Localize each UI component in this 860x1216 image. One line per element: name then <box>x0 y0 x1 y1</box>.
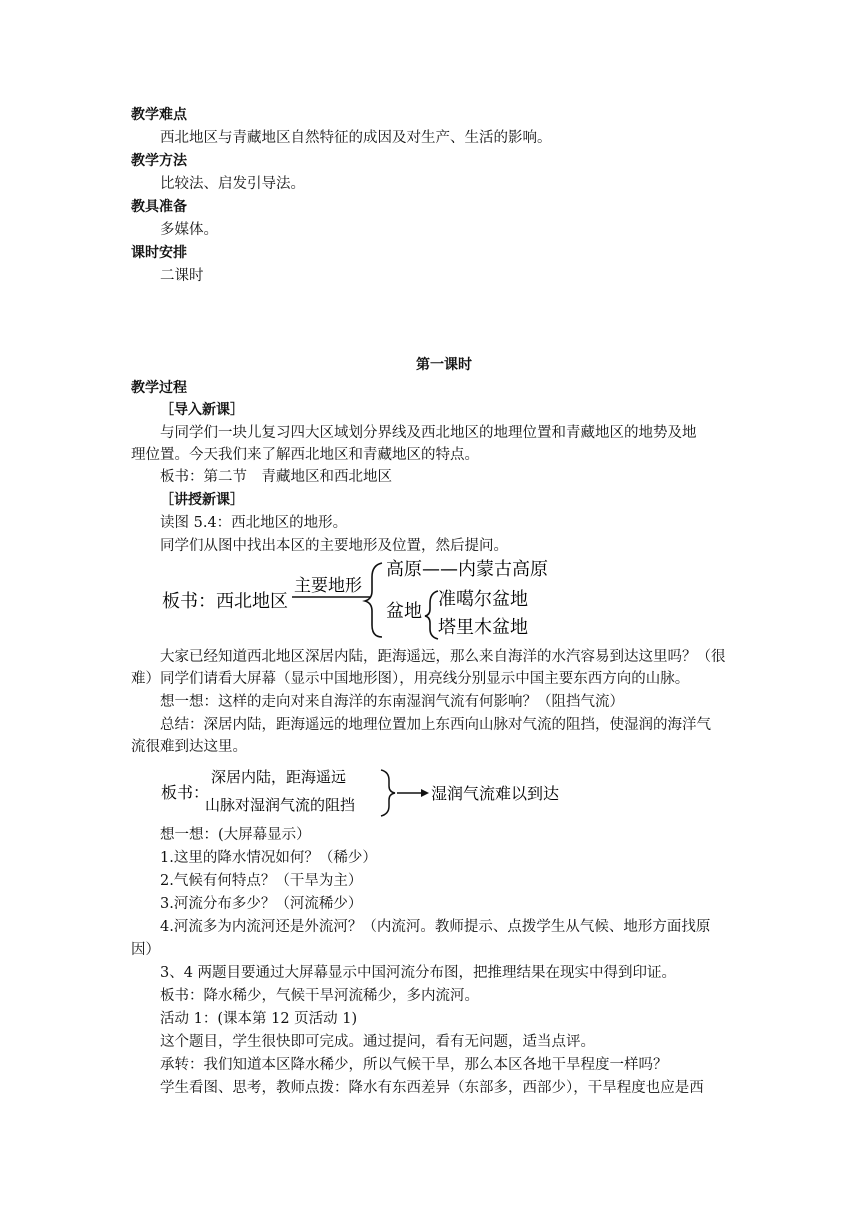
diagram1-board-label: 板书：西北地区 <box>162 591 288 612</box>
diagram2-brace <box>381 770 395 816</box>
diagram2-board-label: 板书： <box>161 783 210 802</box>
questions-intro: 想一想：(大屏幕显示） <box>160 827 311 843</box>
section-teach-tag: ［讲授新课］ <box>160 492 244 508</box>
body-line-1: 大家已经知道西北地区深居内陆，距海遥远，那么来自海洋的水汽容易到达这里吗？（很 <box>160 649 726 665</box>
diagram1-basin-tarim: 塔里木盆地 <box>438 617 528 638</box>
board-note-1: 板书：第二节 青藏地区和西北地区 <box>160 469 392 485</box>
intro-line-1: 与同学们一块儿复习四大区域划分界线及西北地区的地理位置和青藏地区的地势及地 <box>160 425 697 441</box>
question-3: 3.河流分布多少？（河流稀少） <box>160 896 363 912</box>
heading-tools: 教具准备 <box>131 199 187 215</box>
heading-method: 教学方法 <box>131 153 187 169</box>
tail-line-2: 板书：降水稀少，气候干旱河流稀少，多内流河。 <box>160 988 479 1004</box>
diagram1-basin-junggar: 准噶尔盆地 <box>438 589 528 610</box>
question-4-line-2: 因） <box>131 942 160 958</box>
diagram1-brace <box>365 563 382 637</box>
heading-difficulty: 教学难点 <box>131 107 187 123</box>
question-4-line-1: 4.河流多为内流河还是外流河？（内流河。教师提示、点拨学生从气候、地形方面找原 <box>160 919 711 935</box>
tail-line-3: 活动 1：(课本第 12 页活动 1) <box>160 1011 358 1027</box>
paragraph-difficulty: 西北地区与青藏地区自然特征的成因及对生产、生活的影响。 <box>160 130 552 146</box>
paragraph-tools: 多媒体。 <box>160 222 218 238</box>
board-diagram-terrain <box>150 553 580 641</box>
diagram2-result: 湿润气流难以到达 <box>431 784 560 803</box>
section-intro-tag: ［导入新课］ <box>160 402 244 418</box>
diagram2-cause-1: 深居内陆，距海遥远 <box>211 768 347 786</box>
paragraph-schedule: 二课时 <box>160 268 204 284</box>
tail-line-5: 承转：我们知道本区降水稀少，所以气候干旱，那么本区各地干旱程度一样吗？ <box>160 1057 668 1073</box>
tail-line-4: 这个题目，学生很快即可完成。通过提问，看有无问题，适当点评。 <box>160 1034 595 1050</box>
question-2: 2.气候有何特点？（干旱为主） <box>160 873 363 889</box>
question-1: 1.这里的降水情况如何？（稀少） <box>160 850 377 866</box>
body-line-5: 流很难到达这里。 <box>131 739 247 755</box>
diagram1-basin: 盆地 <box>386 601 422 622</box>
heading-process: 教学过程 <box>131 380 187 396</box>
paragraph-method: 比较法、启发引导法。 <box>160 176 305 192</box>
body-line-3: 想一想：这样的走向对来自海洋的东南湿润气流有何影响？（阻挡气流） <box>160 694 624 710</box>
tail-line-1: 3、4 两题目要通过大屏幕显示中国河流分布图，把推理结果在现实中得到印证。 <box>160 965 677 981</box>
diagram1-sub-brace <box>425 591 438 639</box>
diagram1-main-terrain: 主要地形 <box>294 576 362 596</box>
body-line-2: 难）同学们请看大屏幕（显示中国地形图），用亮线分别显示中国主要东西方向的山脉。 <box>131 671 690 687</box>
arrow-right-icon <box>421 789 429 797</box>
intro-line-2: 理位置。今天我们来了解西北地区和青藏地区的特点。 <box>131 447 479 463</box>
body-line-4: 总结：深居内陆，距海遥远的地理位置加上东西向山脉对气流的阻挡，使湿润的海洋气 <box>160 717 711 733</box>
diagram1-plateau: 高原——内蒙古高原 <box>386 559 548 580</box>
heading-schedule: 课时安排 <box>131 245 187 261</box>
tail-line-6: 学生看图、思考，教师点拨：降水有东西差异（东部多，西部少），干旱程度也应是西 <box>160 1080 704 1096</box>
diagram2-cause-2: 山脉对湿润气流的阻挡 <box>205 796 356 814</box>
board-diagram-airflow <box>155 764 585 820</box>
lesson-title: 第一课时 <box>416 357 472 373</box>
read-figure-line: 读图 5.4：西北地区的地形。 <box>160 515 348 531</box>
find-line: 同学们从图中找出本区的主要地形及位置，然后提问。 <box>160 538 508 554</box>
